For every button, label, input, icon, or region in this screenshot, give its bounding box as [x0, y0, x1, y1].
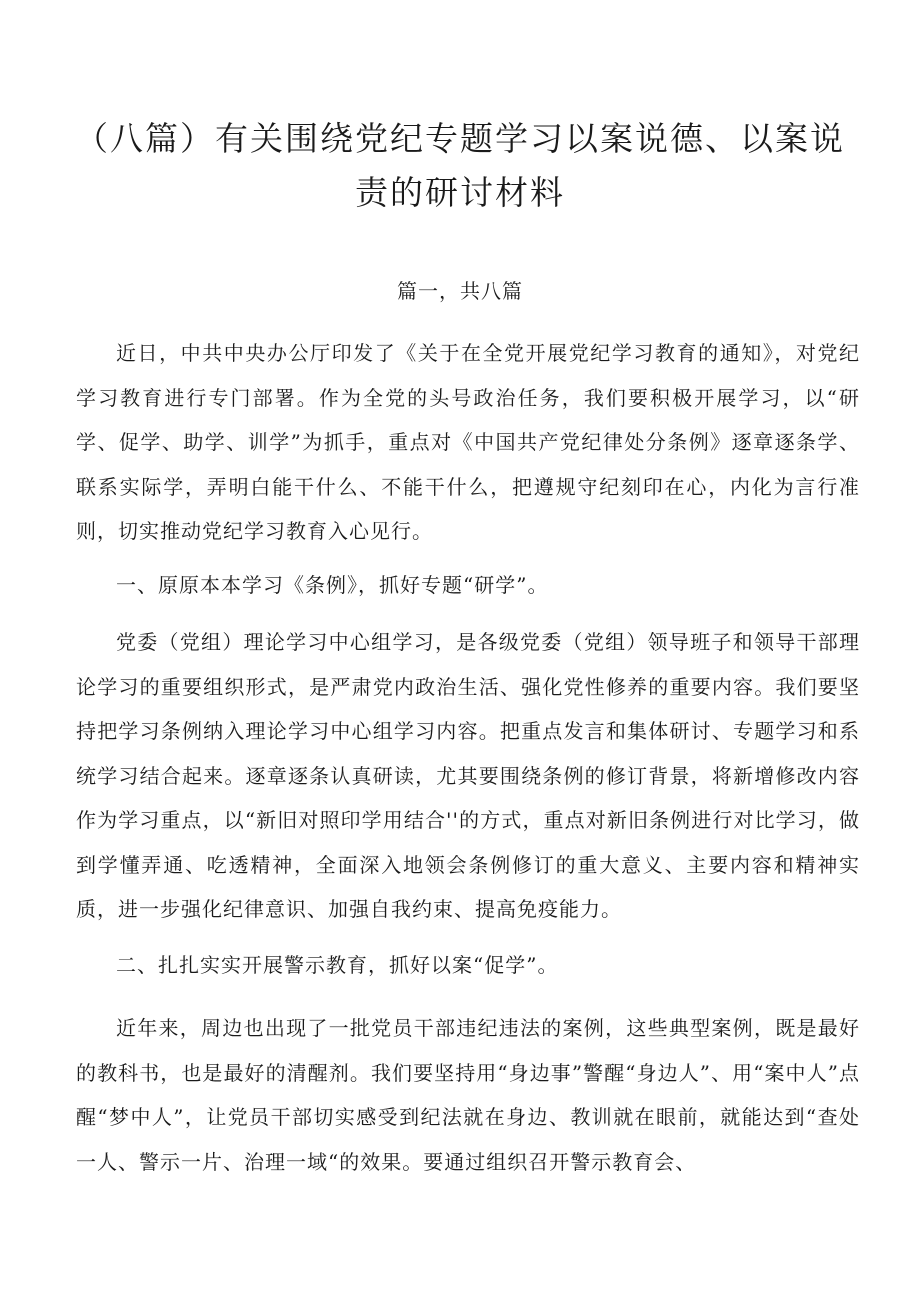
- paragraph-body-one: 党委（党组）理论学习中心组学习，是各级党委（党组）领导班子和领导干部理论学习的重要组织形式，是严肃党内政治生活、强化党性修养的重要内容。我们要坚持把学习条例纳入理论学习中心组学习内容。把重点发言和集体研讨、专题学习和系统学习结合起来。逐章逐条认真研读，尤其要围绕条例的修订背景，将新增修改内容作为学习重点，以“新旧对照印学用结合''的方式，重点对新旧条例进行对比学习，做到学懂弄通、吃透精神，全面深入地领会条例修订的重大意义、主要内容和精神实质，进一步强化纪律意识、加强自我约束、提高免疫能力。: [76, 630, 860, 921]
- paragraph-intro: 近日，中共中央办公厅印发了《关于在全党开展党纪学习教育的通知》，对党纪学习教育进行专门部署。作为全党的头号政治任务，我们要积极开展学习，以“研学、促学、助学、训学”为抓手，重点对《中国共产党纪律处分条例》逐章逐条学、联系实际学，弄明白能干什么、不能干什么，把遵规守纪刻印在心，内化为言行准则，切实推动党纪学习教育入心见行。: [76, 341, 860, 543]
- paragraph-heading-two: 二、扎扎实实开展警示教育，抓好以案“促学”。: [116, 953, 559, 977]
- paragraph-heading-one: 一、原原本本学习《条例》，抓好专题“研学”。: [116, 573, 549, 597]
- paragraph-body-two: 近年来，周边也出现了一批党员干部违纪违法的案例，这些典型案例，既是最好的教科书，也是最好的清醒剂。我们要坚持用“身边事”警醒“身边人”、用“案中人”点醒“梦中人”，让党员干部切实感受到纪法就在身边、教训就在眼前，就能达到“查处一人、警示一片、治理一域“的效果。要通过组织召开警示教育会、: [76, 1016, 860, 1174]
- section-heading: 篇一，共八篇: [397, 279, 523, 303]
- document-title: （八篇）有关围绕党纪专题学习以案说德、以案说责的研讨材料: [75, 119, 845, 212]
